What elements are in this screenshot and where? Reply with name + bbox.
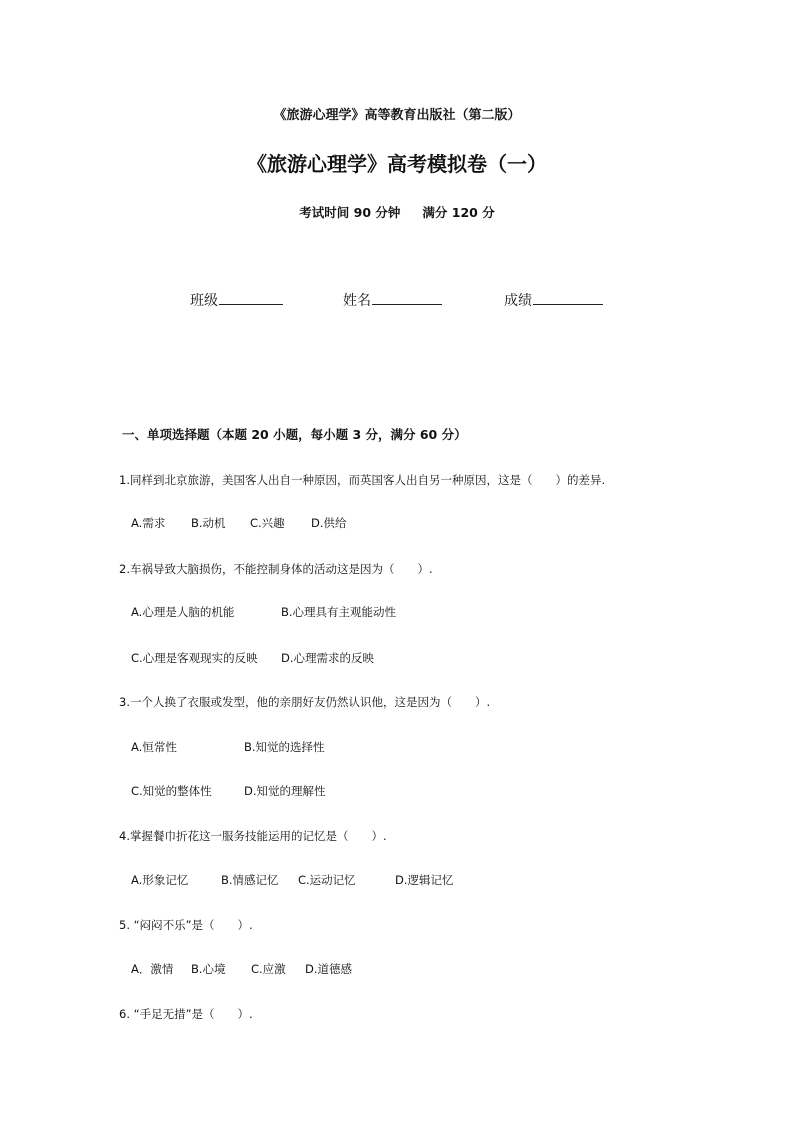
q1-option-b: B.动机 <box>191 516 226 530</box>
q3-option-d: D.知觉的理解性 <box>244 784 326 798</box>
question-3: 3.一个人换了衣服或发型，他的亲朋好友仍然认识他，这是因为（ ）. <box>119 695 491 709</box>
q1-option-c: C.兴趣 <box>250 516 285 530</box>
q5-option-c: C.应激 <box>251 962 286 976</box>
question-1: 1.同样到北京旅游，美国客人出自一种原因，而英国客人出自另一种原因，这是（ ）的差异. <box>119 473 606 487</box>
exam-info <box>0 203 794 221</box>
question-4: 4.掌握餐巾折花这一服务技能运用的记忆是（ ）. <box>119 829 387 843</box>
exam-time: 考试时间 90 分钟 <box>299 205 401 220</box>
q1-option-a: A.需求 <box>131 516 166 530</box>
score-label: 成绩 <box>504 293 532 309</box>
q4-option-c: C.运动记忆 <box>298 873 356 887</box>
q3-option-a: A.恒常性 <box>131 740 177 754</box>
section-heading: 一、单项选择题（本题 20 小题，每小题 3 分，满分 60 分） <box>122 427 467 442</box>
document-title: 《旅游心理学》高考模拟卷（一） <box>247 152 547 176</box>
score-blank <box>533 290 603 305</box>
q2-option-c: C.心理是客观现实的反映 <box>131 651 258 665</box>
q2-option-a: A.心理是人脑的机能 <box>131 605 235 619</box>
document-subtitle: 《旅游心理学》高等教育出版社（第二版） <box>273 108 521 123</box>
q1-option-d: D.供给 <box>311 516 347 530</box>
q3-option-c: C.知觉的整体性 <box>131 784 212 798</box>
q2-option-b: B.心理具有主观能动性 <box>281 605 397 619</box>
class-label: 班级 <box>190 293 218 309</box>
q4-option-a: A.形象记忆 <box>131 873 189 887</box>
q5-option-a: A．激情 <box>131 962 174 976</box>
q2-option-d: D.心理需求的反映 <box>281 651 375 665</box>
q4-option-b: B.情感记忆 <box>221 873 279 887</box>
q5-option-d: D.道德感 <box>305 962 353 976</box>
full-score: 满分 120 分 <box>422 205 495 220</box>
name-label: 姓名 <box>343 293 371 309</box>
class-blank <box>219 290 283 305</box>
q4-option-d: D.逻辑记忆 <box>395 873 454 887</box>
score-field <box>504 290 603 310</box>
name-field <box>343 290 442 310</box>
question-6: 6. “手足无措”是（ ）. <box>119 1007 253 1021</box>
q5-option-b: B.心境 <box>191 962 226 976</box>
name-blank <box>372 290 442 305</box>
question-5: 5. “闷闷不乐”是（ ）. <box>119 918 253 932</box>
question-2: 2.车祸导致大脑损伤，不能控制身体的活动这是因为（ ）. <box>119 562 433 576</box>
q3-option-b: B.知觉的选择性 <box>244 740 325 754</box>
class-field <box>190 290 283 310</box>
